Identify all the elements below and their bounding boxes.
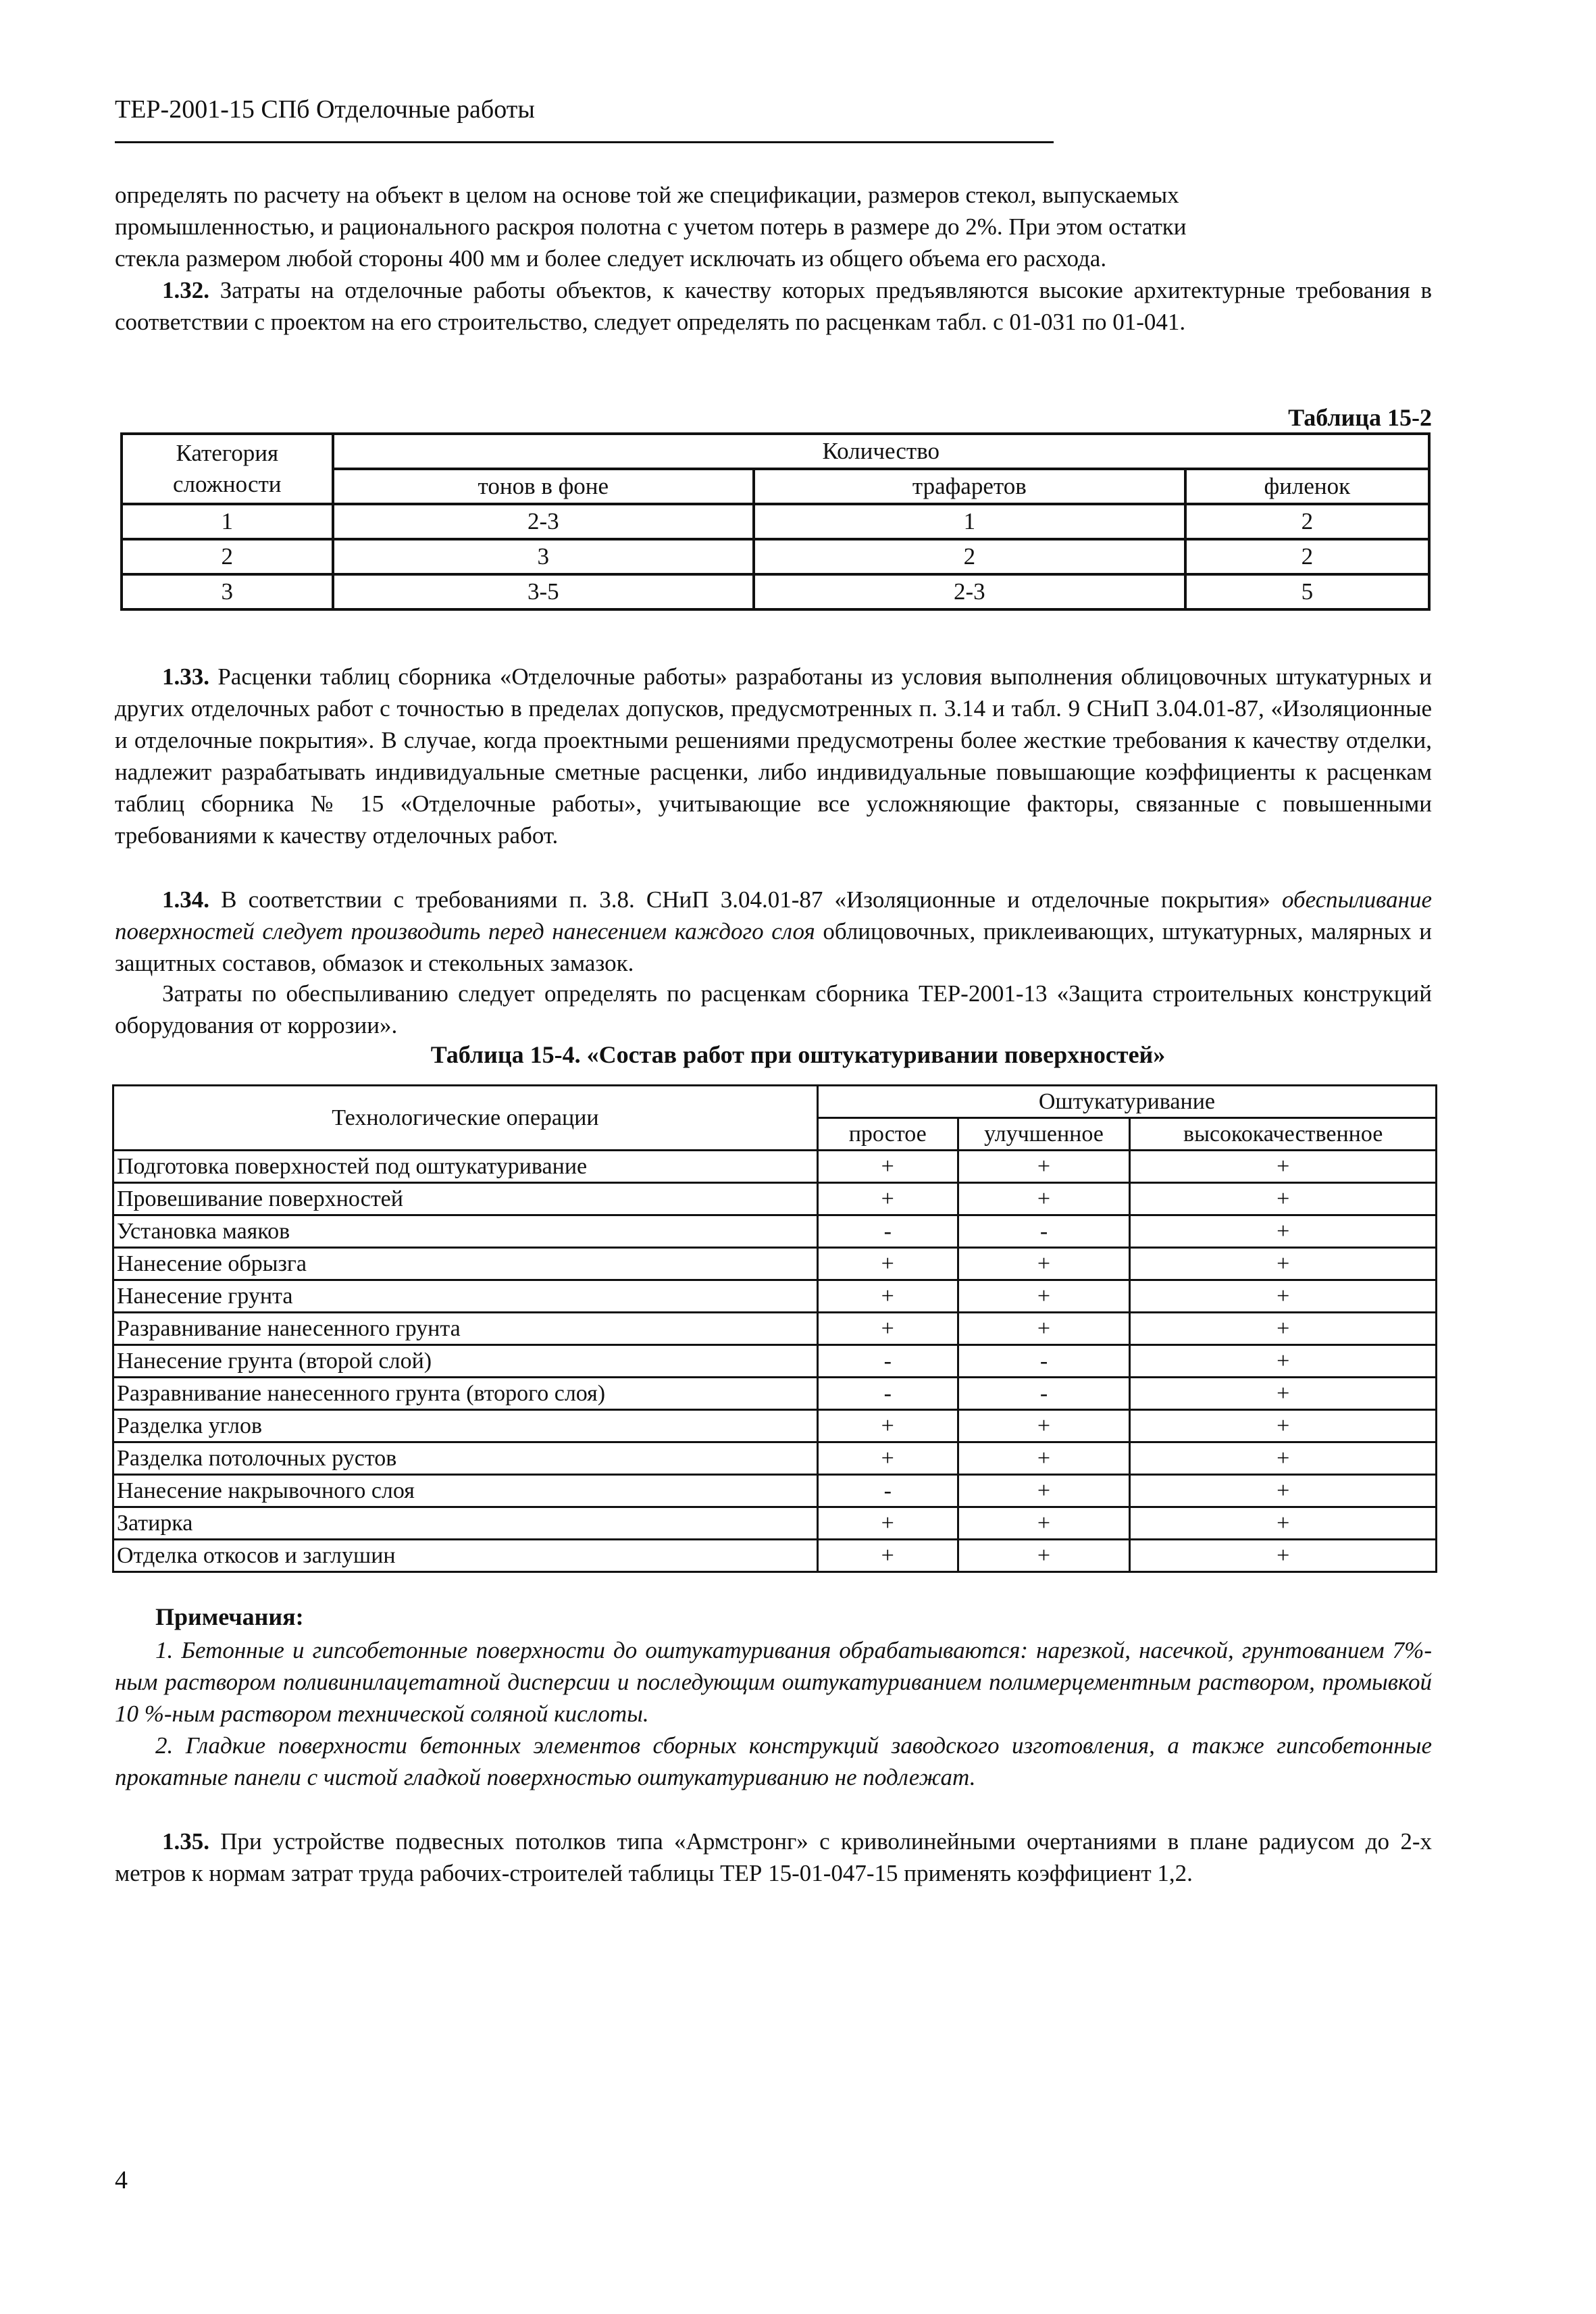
table-row [113,1151,1437,1183]
table-row [113,1183,1437,1215]
cell-operation: Подготовка поверхностей под оштукатуривание [113,1151,818,1183]
cell-simple: + [817,1442,958,1475]
paragraph-text: Расценки таблиц сборника «Отделочные работы» разработаны из условия выполнения облицовочных штукатурных и других отделочных работ с точностью в пределах допусков, предусмотренных п. 3.14 и табл. 9 СНиП 3.04.01-87, «Изоляционные и отделочные покрытия». В случае, когда проектными решениями предусмотрены более жесткие требования к качеству отделки, надлежит разрабатывать индивидуальные сметные расценки, либо индивидуальные повышающие коэффициенты к расценкам таблиц сборника № 15 «Отделочные работы», учитывающие все усложняющие факторы, связанные с повышенными требованиями к качеству отделочных работ. [115,663,1432,849]
cell-simple: + [817,1183,958,1215]
cell-operation: Разделка потолочных рустов [113,1442,818,1475]
cell-improved: + [958,1280,1130,1313]
running-header: ТЕР-2001-15 СПб Отделочные работы [115,95,535,124]
table-row [113,1345,1437,1378]
cell-category: 2 [122,539,333,574]
notes-heading: Примечания: [155,1603,304,1630]
paragraph-text: В соответствии с требованиями п. 3.8. СНиП 3.04.01-87 «Изоляционные и отделочные покрытия» [221,886,1270,913]
cell-operation: Разравнивание нанесенного грунта [113,1313,818,1345]
table-row [122,504,1429,539]
table-row [113,1313,1437,1345]
intro-paragraph [115,179,1432,274]
header-quantity: Количество [333,434,1429,469]
table-row [122,574,1429,609]
cell-simple: - [817,1345,958,1378]
cell-high-quality: + [1130,1410,1437,1442]
cell-tones: 3 [333,539,754,574]
cell-high-quality: + [1130,1378,1437,1410]
col-high-quality: высококачественное [1130,1118,1437,1151]
cell-category: 1 [122,504,333,539]
cell-operation: Нанесение накрывочного слоя [113,1475,818,1507]
cell-simple: - [817,1475,958,1507]
cell-improved: + [958,1540,1130,1572]
header-operations: Технологические операции [113,1086,818,1151]
cell-improved: + [958,1410,1130,1442]
cell-improved: - [958,1345,1130,1378]
cell-operation: Нанесение обрызга [113,1248,818,1280]
intro-line: определять по расчету на объект в целом на основе той же спецификации, размеров стекол, выпускаемых [115,182,1179,208]
page-number: 4 [115,2166,128,2194]
cell-high-quality: + [1130,1248,1437,1280]
table-15-4 [112,1084,1437,1573]
paragraph-number: 1.34. [162,886,209,913]
table-15-2 [120,432,1431,611]
cell-high-quality: + [1130,1345,1437,1378]
cell-simple: + [817,1280,958,1313]
cell-high-quality: + [1130,1183,1437,1215]
paragraph-1-33 [115,661,1432,851]
paragraph-number: 1.35. [162,1828,209,1855]
cell-stencils: 2-3 [754,574,1185,609]
cell-operation: Провешивание поверхностей [113,1183,818,1215]
paragraph-1-34-cont [115,978,1432,1041]
table-row [113,1378,1437,1410]
table-row [113,1475,1437,1507]
cell-panels: 5 [1185,574,1429,609]
table-row [113,1410,1437,1442]
paragraph-1-35 [115,1826,1432,1889]
cell-simple: + [817,1540,958,1572]
paragraph-text-italic: обеспыливание поверхностей следует производить перед нанесением каждого слоя [115,886,1433,945]
table-row [113,1442,1437,1475]
cell-operation: Нанесение грунта [113,1280,818,1313]
table-row [113,1215,1437,1248]
col-simple: простое [817,1118,958,1151]
cell-operation: Разделка углов [113,1410,818,1442]
cell-high-quality: + [1130,1507,1437,1540]
cell-high-quality: + [1130,1313,1437,1345]
cell-high-quality: + [1130,1442,1437,1475]
cell-improved: - [958,1378,1130,1410]
header-rule [115,141,1054,143]
cell-high-quality: + [1130,1151,1437,1183]
table-row [113,1280,1437,1313]
cell-high-quality: + [1130,1215,1437,1248]
table-15-4-caption: Таблица 15-4. «Состав работ при оштукатуривании поверхностей» [430,1041,1166,1068]
cell-operation: Разравнивание нанесенного грунта (второго слоя) [113,1378,818,1410]
paragraph-1-32 [115,274,1432,338]
cell-operation: Нанесение грунта (второй слой) [113,1345,818,1378]
paragraph-text: При устройстве подвесных потолков типа «Армстронг» с криволинейными очертаниями в плане радиусом до 2-х метров к нормам затрат труда рабочих-строителей таблицы ТЕР 15-01-047-15 применять коэффициент 1,2. [115,1828,1432,1886]
table-row [122,539,1429,574]
paragraph-number: 1.33. [162,663,209,690]
header-category: Категория сложности [122,434,333,504]
cell-improved: + [958,1151,1130,1183]
paragraph-text: облицовочных, приклеивающих, штукатурных, малярных и защитных составов, обмазок и стекольных замазок. [115,918,1433,976]
paragraph-text: Затраты по обеспыливанию следует определять по расценкам сборника ТЕР-2001-13 «Защита строительных конструкций оборудования от коррозии». [115,980,1432,1038]
table-15-2-caption: Таблица 15-2 [1288,404,1432,431]
table-row [113,1540,1437,1572]
cell-stencils: 1 [754,504,1185,539]
intro-line: промышленностью, и рационального раскроя полотна с учетом потерь в размере до 2%. При этом остатки [115,213,1187,240]
cell-simple: + [817,1313,958,1345]
cell-improved: - [958,1215,1130,1248]
cell-simple: + [817,1151,958,1183]
note-2: 2. Гладкие поверхности бетонных элементов сборных конструкций заводского изготовления, а также гипсобетонные прокатные панели с чистой гладкой поверхностью оштукатуриванию не подлежат. [115,1732,1432,1790]
cell-simple: - [817,1215,958,1248]
cell-operation: Установка маяков [113,1215,818,1248]
header-plastering: Оштукатуривание [817,1086,1436,1118]
intro-line: стекла размером любой стороны 400 мм и более следует исключать из общего объема его расхода. [115,245,1107,272]
cell-improved: + [958,1507,1130,1540]
col-tones: тонов в фоне [333,469,754,504]
cell-simple: + [817,1507,958,1540]
paragraph-1-34 [115,884,1432,979]
table-row [113,1507,1437,1540]
cell-operation: Затирка [113,1507,818,1540]
cell-panels: 2 [1185,504,1429,539]
col-stencils: трафаретов [754,469,1185,504]
cell-high-quality: + [1130,1475,1437,1507]
note-1: 1. Бетонные и гипсобетонные поверхности до оштукатуривания обрабатываются: нарезкой, насечкой, грунтованием 7%-ным раствором поливинилацетатной дисперсии и последующим оштукатуриванием полимерцементным раствором, промывкой 10 %-ным раствором технической соляной кислоты. [115,1637,1432,1727]
cell-stencils: 2 [754,539,1185,574]
cell-panels: 2 [1185,539,1429,574]
cell-high-quality: + [1130,1540,1437,1572]
col-panels: филенок [1185,469,1429,504]
cell-improved: + [958,1475,1130,1507]
cell-improved: + [958,1442,1130,1475]
cell-simple: + [817,1410,958,1442]
cell-simple: + [817,1248,958,1280]
table-row [113,1248,1437,1280]
paragraph-text: Затраты на отделочные работы объектов, к качеству которых предъявляются высокие архитектурные требования в соответствии с проектом на его строительство, следует определять по расценкам табл. с 01-031 по 01-041. [115,277,1433,335]
cell-improved: + [958,1183,1130,1215]
paragraph-number: 1.32. [162,277,209,303]
cell-simple: - [817,1378,958,1410]
cell-high-quality: + [1130,1280,1437,1313]
cell-improved: + [958,1248,1130,1280]
cell-operation: Отделка откосов и заглушин [113,1540,818,1572]
cell-improved: + [958,1313,1130,1345]
cell-category: 3 [122,574,333,609]
cell-tones: 2-3 [333,504,754,539]
col-improved: улучшенное [958,1118,1130,1151]
cell-tones: 3-5 [333,574,754,609]
